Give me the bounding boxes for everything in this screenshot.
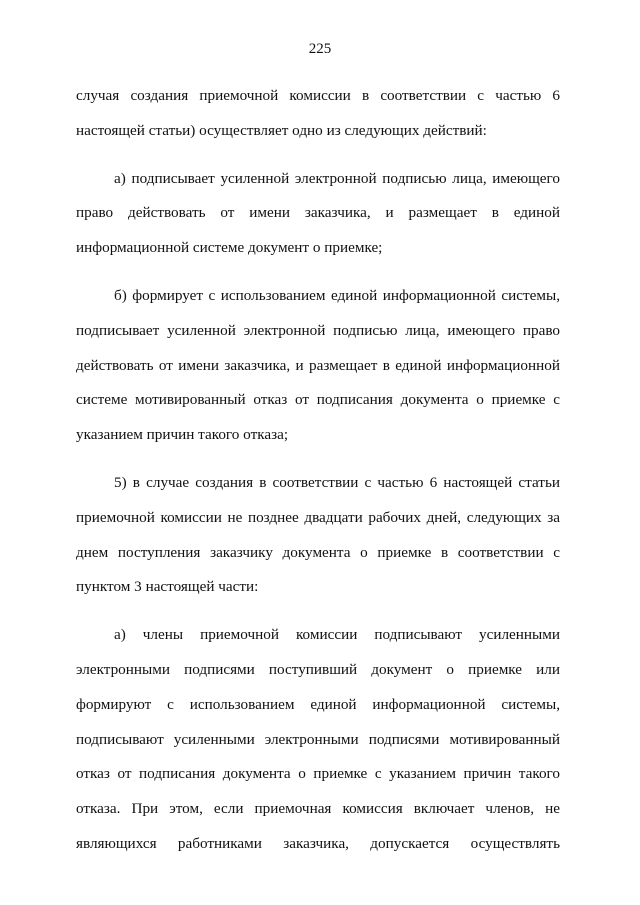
document-body	[76, 79, 560, 875]
page-number: 225	[308, 41, 332, 57]
paragraph-continuation: случая создания приемочной комиссии в соответствии с частью 6 настоящей статьи) осуществляет одно из следующих действий:	[76, 87, 560, 139]
paragraph-item-a-sign: а) подписывает усиленной электронной подписью лица, имеющего право действовать от имени заказчика, и размещает в единой информационной системе документ о приемке;	[76, 169, 560, 257]
paragraph-item-b-refusal: б) формирует с использованием единой информационной системы, подписывает усиленной электронной подписью лица, имеющего право действовать от имени заказчика, и размещает в единой информационной системе мотивированный отказ от подписания документа о приемке с указанием причин такого отказа;	[76, 286, 560, 444]
paragraph-item-a-members: а) члены приемочной комиссии подписывают усиленными электронными подписями поступивший документ о приемке или формируют с использованием единой информационной системы, подписывают усиленными электронными подписями мотивированный отказ от подписания документа о приемке с указанием причин такого отказа. При этом, если приемочная комиссия включает членов, не являющихся работниками заказчика, допускается осуществлять	[76, 626, 560, 852]
paragraph-item-5-commission: 5) в случае создания в соответствии с частью 6 настоящей статьи приемочной комиссии не позднее двадцати рабочих дней, следующих за днем поступления заказчику документа о приемке в соответствии с пунктом 3 настоящей части:	[76, 473, 560, 596]
